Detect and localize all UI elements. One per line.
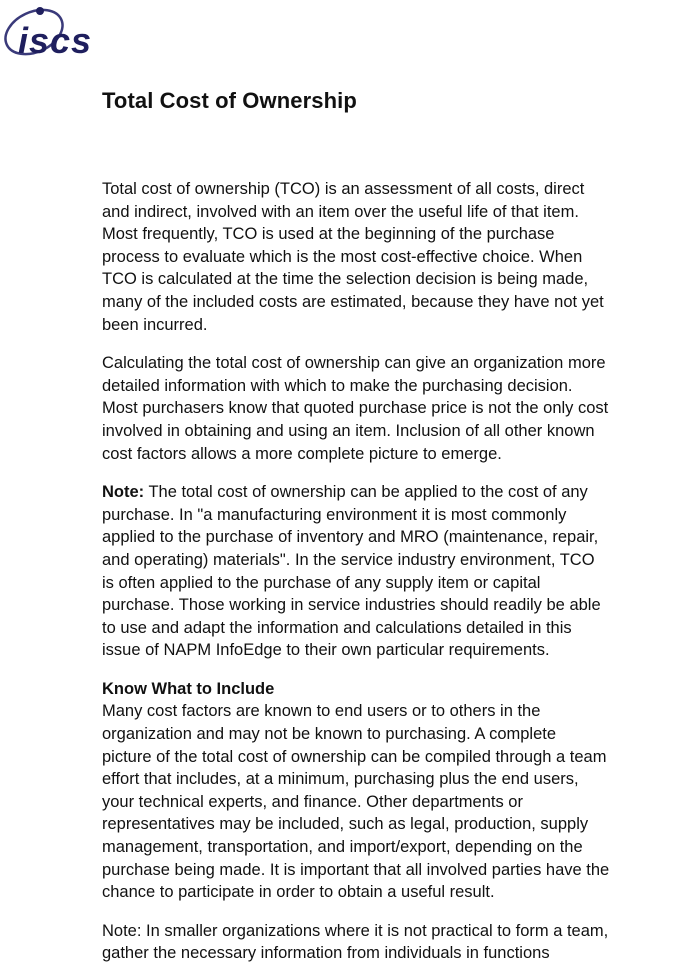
page-title: Total Cost of Ownership [102,88,357,113]
text-line: picture of the total cost of ownership can be compiled through a team [102,747,607,766]
logo-dot [36,7,44,15]
text-line: issue of NAPM InfoEdge to their own particular requirements. [102,641,550,660]
iscs-logo [0,0,200,62]
document-body [102,178,694,965]
paragraph-calculating-tco [102,352,694,465]
note-text: The total cost of ownership can be applied to the cost of any [144,483,588,502]
text-line: process to evaluate which is the most cost-effective choice. When [102,247,583,266]
text-line: Calculating the total cost of ownership can give an organization more [102,354,606,373]
logo-text: iscs [18,20,93,61]
text-line: TCO is calculated at the time the selection decision is being made, [102,270,589,289]
note-label: Note: [102,483,145,502]
text-line: Most purchasers know that quoted purchase price is not the only cost [102,399,609,418]
paragraph-note-application [102,481,694,662]
text-line: purchase. In "a manufacturing environment it is most commonly [102,505,567,524]
text-line: been incurred. [102,315,208,334]
text-line: Total cost of ownership (TCO) is an assessment of all costs, direct [102,180,585,198]
text-line: is often applied to the purchase of any supply item or capital [102,573,541,592]
paragraph-note-small-orgs [102,920,694,965]
iscs-logo-graphic [0,0,200,62]
text-line: purchase being made. It is important that all involved parties have the [102,860,610,879]
text-line: applied to the purchase of inventory and MRO (maintenance, repair, [102,528,599,547]
text-line: and operating) materials". In the service industry environment, TCO [102,550,595,569]
text-line [102,481,694,504]
text-line: organization and may not be known to purchasing. A complete [102,725,557,744]
section-heading: Know What to Include [102,679,275,698]
text-line: to use and adapt the information and calculations detailed in this [102,618,572,637]
text-line: Most frequently, TCO is used at the beginning of the purchase [102,225,555,244]
text-line: gather the necessary information from individuals in functions [102,944,550,963]
text-line: and indirect, involved with an item over the useful life of that item. [102,202,579,221]
text-line: many of the included costs are estimated, because they have not yet [102,292,604,311]
text-line: cost factors allows a more complete picture to emerge. [102,444,502,463]
text-line: your technical experts, and finance. Other departments or [102,792,523,811]
text-line: chance to participate in order to obtain a useful result. [102,883,495,902]
text-line: effort that includes, at a minimum, purchasing plus the end users, [102,770,579,789]
text-line: management, transportation, and import/export, depending on the [102,838,583,857]
text-line: Many cost factors are known to end users or to others in the [102,702,541,721]
text-line: representatives may be included, such as legal, production, supply [102,815,589,834]
section-know-what-to-include [102,678,694,904]
paragraph-tco-definition [102,178,694,336]
text-line: purchase. Those working in service industries should readily be able [102,596,601,615]
text-line: Note: In smaller organizations where it is not practical to form a team, [102,921,609,940]
text-line: detailed information with which to make the purchasing decision. [102,376,573,395]
text-line: involved in obtaining and using an item. Inclusion of all other known [102,421,595,440]
